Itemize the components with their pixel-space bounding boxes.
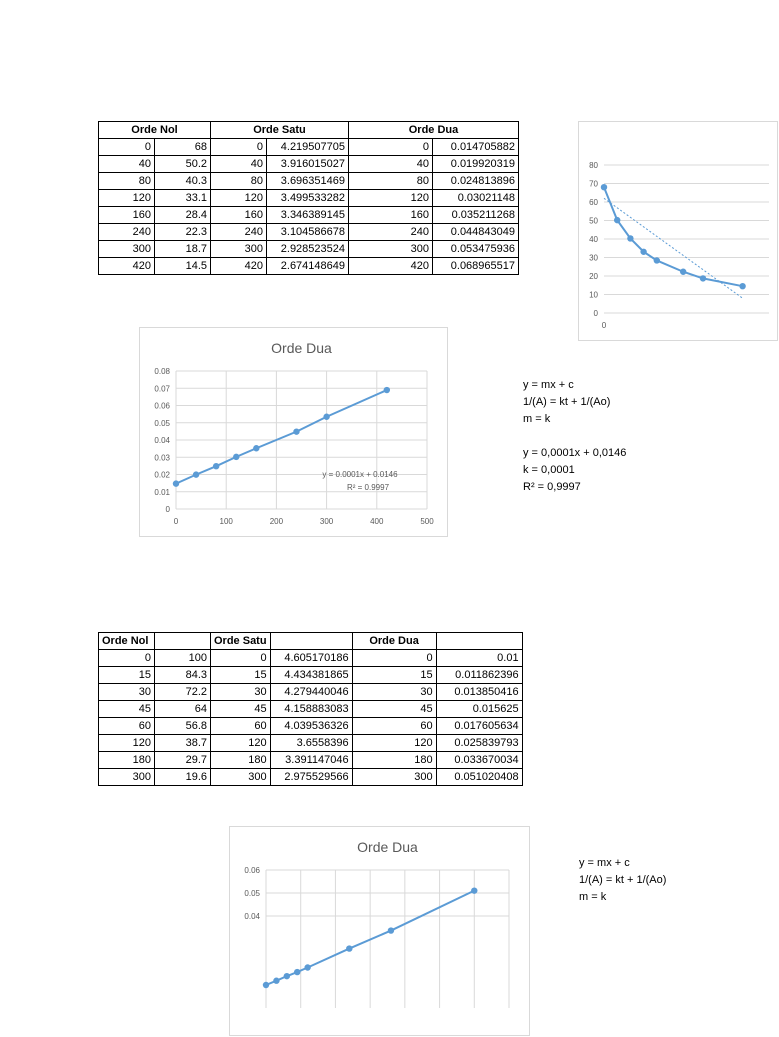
chart-orde-dua-2-plot (230, 827, 531, 1037)
table-cell: 15 (211, 667, 271, 684)
table-cell: 18.7 (155, 241, 211, 258)
table-cell: 100 (155, 650, 211, 667)
table-row (99, 752, 523, 769)
x-tick-label: 300 (319, 517, 334, 526)
table-cell: 60 (352, 718, 436, 735)
table-cell: 3.916015027 (267, 156, 349, 173)
table-cell: 0 (211, 139, 267, 156)
y-tick-label: 10 (589, 290, 598, 300)
table-row (99, 190, 519, 207)
header-empty (155, 633, 211, 650)
table-row (99, 173, 519, 190)
table-cell: 4.158883083 (270, 701, 352, 718)
table-row (99, 769, 523, 786)
data-point (640, 249, 646, 255)
data-point (233, 454, 239, 460)
table-cell: 29.7 (155, 752, 211, 769)
y-tick-label: 0.04 (244, 912, 260, 921)
data-point (614, 217, 620, 223)
data-point (294, 969, 300, 975)
data-point (601, 184, 607, 190)
table-cell: 33.1 (155, 190, 211, 207)
y-tick-label: 0.06 (244, 866, 260, 875)
table-row (99, 684, 523, 701)
table-cell: 4.605170186 (270, 650, 352, 667)
x-tick-label: 400 (370, 517, 384, 526)
equation-line: 1/(A) = kt + 1/(Ao) (579, 874, 667, 886)
table-cell: 0.035211268 (433, 207, 519, 224)
table-cell: 420 (211, 258, 267, 275)
y-tick-label: 60 (589, 198, 598, 207)
table-cell: 3.104586678 (267, 224, 349, 241)
table-cell: 120 (99, 735, 155, 752)
table-cell: 0.015625 (436, 701, 522, 718)
trendline-equation: y = 0.0001x + 0.0146 (322, 470, 398, 479)
y-tick-label: 50 (589, 216, 598, 226)
table-cell: 2.975529566 (270, 769, 352, 786)
data-point (193, 471, 199, 477)
table-cell: 60 (99, 718, 155, 735)
data-point (346, 945, 352, 951)
table-cell: 160 (211, 207, 267, 224)
data-point (263, 982, 269, 988)
table-cell: 0.011862396 (436, 667, 522, 684)
chart-title: Orde Dua (271, 340, 332, 356)
chart-orde-nol-clipped (578, 121, 634, 341)
chart-orde-dua-1 (139, 327, 448, 537)
table-row (99, 139, 519, 156)
table-cell: 64 (155, 701, 211, 718)
table-cell: 420 (99, 258, 155, 275)
y-tick-label: 0.04 (154, 436, 170, 445)
table-cell: 0.051020408 (436, 769, 522, 786)
y-tick-label: 20 (589, 272, 598, 281)
table-cell: 19.6 (155, 769, 211, 786)
table-cell: 22.3 (155, 224, 211, 241)
equation-line: m = k (579, 891, 607, 903)
chart-title: Orde Dua (357, 839, 418, 855)
header-orde-dua: Orde Dua (352, 633, 436, 650)
equation-line: R² = 0,9997 (523, 481, 581, 493)
table-cell: 0.044843049 (433, 224, 519, 241)
equation-line (523, 428, 626, 445)
table-cell: 38.7 (155, 735, 211, 752)
table-row (99, 667, 523, 684)
table-cell: 45 (99, 701, 155, 718)
table-cell: 40 (349, 156, 433, 173)
header-orde-nol: Orde Nol (99, 122, 211, 139)
table-cell: 30 (211, 684, 271, 701)
header-orde-satu: Orde Satu (211, 122, 349, 139)
table-cell: 300 (349, 241, 433, 258)
table-cell: 2.674148649 (267, 258, 349, 275)
table-cell: 0.03021148 (433, 190, 519, 207)
data-point (273, 978, 279, 984)
table-cell: 0.025839793 (436, 735, 522, 752)
table-cell: 120 (349, 190, 433, 207)
table-row (99, 224, 519, 241)
y-tick-label: 0.08 (154, 367, 170, 376)
table-cell: 3.346389145 (267, 207, 349, 224)
data-point (284, 973, 290, 979)
equation-line: k = 0,0001 (523, 464, 575, 476)
table-cell: 4.219507705 (267, 139, 349, 156)
y-tick-label: 70 (589, 179, 598, 189)
equation-line: y = mx + c (579, 857, 630, 869)
y-tick-label: 0.02 (154, 470, 170, 480)
y-tick-label: 0 (165, 505, 170, 514)
data-point (388, 927, 394, 933)
table-cell: 15 (99, 667, 155, 684)
table-cell: 45 (352, 701, 436, 718)
table-cell: 4.039536326 (270, 718, 352, 735)
trendline (604, 198, 743, 298)
table-cell: 0.014705882 (433, 139, 519, 156)
table-row (99, 718, 523, 735)
y-tick-label: 0.05 (244, 889, 260, 898)
data-point (293, 428, 299, 434)
table-cell: 180 (211, 752, 271, 769)
x-tick-label: 0 (601, 321, 607, 330)
table-cell: 72.2 (155, 684, 211, 701)
table-cell: 160 (349, 207, 433, 224)
table-header-row (99, 122, 519, 139)
chart-orde-dua-1-plot (140, 328, 449, 538)
table-cell: 0.053475936 (433, 241, 519, 258)
table-cell: 300 (352, 769, 436, 786)
header-orde-nol: Orde Nol (99, 633, 155, 650)
table-cell: 40.3 (155, 173, 211, 190)
table-cell: 300 (99, 241, 155, 258)
table-cell: 40 (99, 156, 155, 173)
table-cell: 80 (99, 173, 155, 190)
table-cell: 50.2 (155, 156, 211, 173)
r-squared: R² = 0.9997 (346, 483, 390, 492)
data-point (627, 235, 633, 241)
table-kinetics-1 (98, 121, 519, 275)
x-tick-label: 0 (173, 517, 179, 526)
data-point (471, 887, 477, 893)
y-tick-label: 30 (589, 253, 598, 263)
y-tick-label: 0.07 (154, 384, 170, 394)
table-cell: 240 (349, 224, 433, 241)
table-row (99, 650, 523, 667)
equation-line: m = k (523, 413, 551, 425)
table-cell: 14.5 (155, 258, 211, 275)
table-cell: 0 (99, 139, 155, 156)
table-cell: 0.013850416 (436, 684, 522, 701)
equations-block-2 (579, 855, 667, 915)
table-cell: 30 (352, 684, 436, 701)
table-cell: 56.8 (155, 718, 211, 735)
equation-line: 1/(A) = kt + 1/(Ao) (523, 396, 611, 408)
table-row (99, 258, 519, 275)
table-cell: 0 (349, 139, 433, 156)
table-row (99, 241, 519, 258)
x-tick-label: 200 (269, 517, 284, 526)
table-row (99, 156, 519, 173)
table-cell: 4.279440046 (270, 684, 352, 701)
chart-orde-dua-2-clipped (229, 826, 530, 925)
data-point (213, 463, 219, 469)
table-cell: 80 (349, 173, 433, 190)
table-kinetics-2 (98, 632, 523, 786)
table-cell: 3.696351469 (267, 173, 349, 190)
header-empty (436, 633, 522, 650)
table-cell: 0.019920319 (433, 156, 519, 173)
y-tick-label: 0 (593, 309, 598, 318)
x-tick-label: 100 (219, 517, 233, 526)
table-cell: 2.928523524 (267, 241, 349, 258)
table-cell: 84.3 (155, 667, 211, 684)
table-cell: 120 (352, 735, 436, 752)
header-orde-dua: Orde Dua (349, 122, 519, 139)
data-point (739, 283, 745, 289)
table-header-row (99, 633, 523, 650)
table-cell: 180 (352, 752, 436, 769)
equation-line: y = mx + c (523, 379, 574, 391)
table-cell: 30 (99, 684, 155, 701)
data-point (700, 275, 706, 281)
table-cell: 0.01 (436, 650, 522, 667)
table-cell: 45 (211, 701, 271, 718)
table-cell: 40 (211, 156, 267, 173)
data-point (304, 964, 310, 970)
y-tick-label: 0.01 (154, 487, 170, 497)
data-point (680, 269, 686, 275)
table-cell: 300 (99, 769, 155, 786)
x-tick-label: 500 (420, 517, 434, 526)
y-tick-label: 40 (589, 235, 598, 244)
table-cell: 0.068965517 (433, 258, 519, 275)
table-cell: 420 (349, 258, 433, 275)
table-cell: 120 (211, 735, 271, 752)
table-cell: 0 (99, 650, 155, 667)
y-tick-label: 80 (589, 161, 598, 170)
header-orde-satu: Orde Satu (211, 633, 271, 650)
table-cell: 300 (211, 769, 271, 786)
data-point (323, 414, 329, 420)
table-row (99, 207, 519, 224)
data-point (384, 387, 390, 393)
chart-orde-nol-plot (579, 122, 779, 342)
data-point (173, 480, 179, 486)
table-cell: 28.4 (155, 207, 211, 224)
data-point (253, 445, 259, 451)
table-cell: 0 (211, 650, 271, 667)
table-cell: 120 (99, 190, 155, 207)
table-cell: 120 (211, 190, 267, 207)
table-cell: 240 (211, 224, 267, 241)
table-cell: 0.017605634 (436, 718, 522, 735)
table-cell: 300 (211, 241, 267, 258)
table-cell: 160 (99, 207, 155, 224)
table-cell: 68 (155, 139, 211, 156)
table-cell: 3.391147046 (270, 752, 352, 769)
table-cell: 80 (211, 173, 267, 190)
table-cell: 240 (99, 224, 155, 241)
equation-line: y = 0,0001x + 0,0146 (523, 447, 627, 459)
y-tick-label: 0.06 (154, 401, 170, 411)
table-cell: 0 (352, 650, 436, 667)
table-cell: 4.434381865 (270, 667, 352, 684)
table-cell: 180 (99, 752, 155, 769)
table-row (99, 735, 523, 752)
table-cell: 0.033670034 (436, 752, 522, 769)
data-point (654, 257, 660, 263)
y-tick-label: 0.03 (154, 453, 170, 463)
table-cell: 0.024813896 (433, 173, 519, 190)
table-cell: 60 (211, 718, 271, 735)
equations-block-1 (523, 377, 626, 496)
y-tick-label: 0.05 (154, 418, 170, 428)
table-row (99, 701, 523, 718)
table-cell: 15 (352, 667, 436, 684)
table-cell: 3.499533282 (267, 190, 349, 207)
table-cell: 3.6558396 (270, 735, 352, 752)
header-empty (270, 633, 352, 650)
